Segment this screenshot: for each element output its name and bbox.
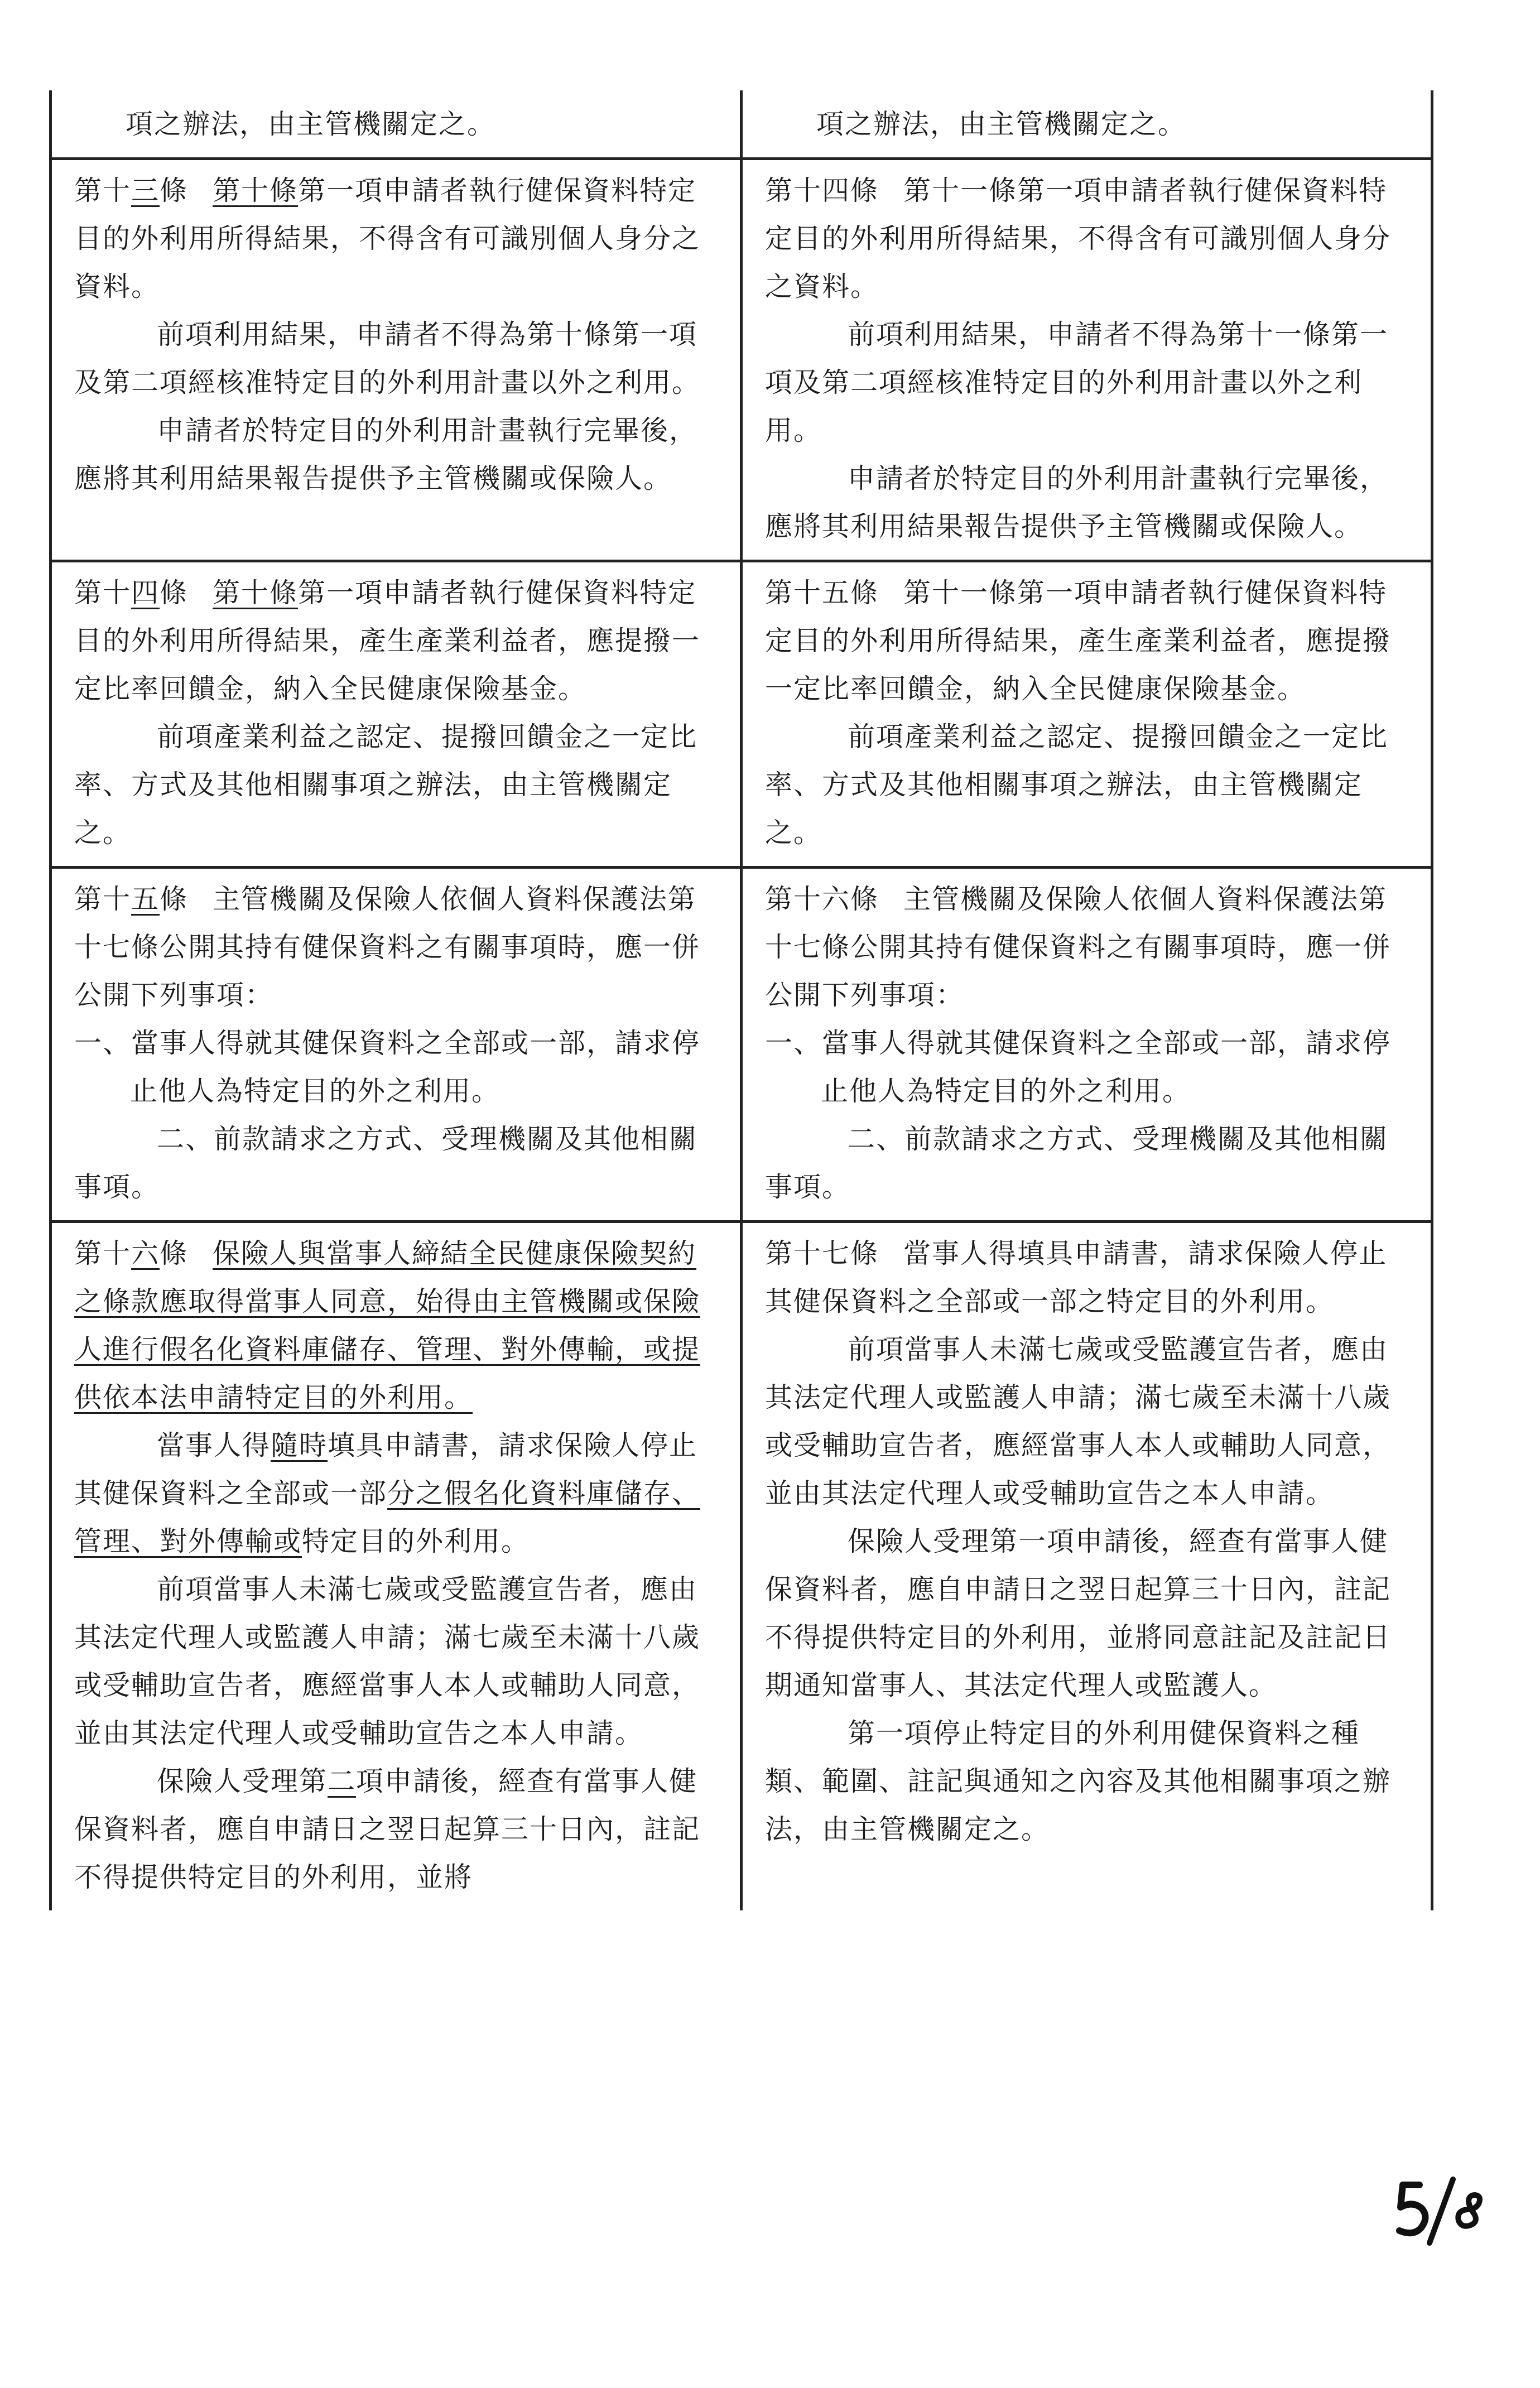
article-first-paragraph: 第十四條 第十條第一項申請者執行健保資料特定目的外利用所得結果，產生產業利益者，應提撥一定比率回饋金，納入全民健康保險基金。 <box>74 569 723 713</box>
right-cell <box>742 90 1432 159</box>
table-row <box>51 159 1432 561</box>
fragment-text: 項之辦法，由主管機關定之。 <box>816 108 1187 140</box>
article-number: 第十五條 <box>765 577 879 609</box>
article-number: 第十四條 <box>74 577 189 609</box>
article-number: 第十六條 <box>74 1238 189 1269</box>
paragraph: 前項利用結果，申請者不得為第十一條第一項及第二項經核准特定目的外利用計畫以外之利用。 <box>765 319 1389 446</box>
fragment-text: 項之辦法，由主管機關定之。 <box>126 108 496 140</box>
article-number: 第十三條 <box>74 175 189 206</box>
article-first-paragraph: 第十四條 第十一條第一項申請者執行健保資料特定目的外利用所得結果，不得含有可識別個人身分之資料。 <box>765 167 1414 311</box>
list-item: 一、當事人得就其健保資料之全部或一部，請求停止他人為特定目的外之利用。 <box>765 1027 1392 1107</box>
article-number: 第十四條 <box>765 175 879 206</box>
paragraph: 保險人受理第一項申請後，經查有當事人健保資料者，應自申請日之翌日起算三十日內，註記不得提供特定目的外利用，並將同意註記及註記日期通知當事人、其法定代理人或監護人。 <box>765 1525 1392 1701</box>
list-item: 二、前款請求之方式、受理機關及其他相關事項。 <box>74 1123 698 1203</box>
paragraph: 前項當事人未滿七歲或受監護宣告者，應由其法定代理人或監護人申請；滿七歲至未滿十八歲或受輔助宣告者，應經當事人本人或輔助人同意，並由其法定代理人或受輔助宣告之本人申請。 <box>765 1333 1392 1509</box>
paragraph: 保險人受理第二項申請後，經查有當事人健保資料者，應自申請日之翌日起算三十日內，註記不得提供特定目的外利用，並將 <box>74 1765 701 1893</box>
article-number: 第十五條 <box>74 883 189 915</box>
right-cell <box>742 561 1432 868</box>
article-first-paragraph: 第十三條 第十條第一項申請者執行健保資料特定目的外利用所得結果，不得含有可識別個人身分之資料。 <box>74 167 723 311</box>
left-cell <box>51 159 742 561</box>
right-cell <box>742 1222 1432 1911</box>
list-item: 二、前款請求之方式、受理機關及其他相關事項。 <box>765 1123 1389 1203</box>
article-first-paragraph: 第十五條 第十一條第一項申請者執行健保資料特定目的外利用所得結果，產生產業利益者，應提撥一定比率回饋金，納入全民健康保險基金。 <box>765 569 1414 713</box>
paragraph: 前項利用結果，申請者不得為第十條第一項及第二項經核准特定目的外利用計畫以外之利用。 <box>74 319 701 398</box>
paragraph: 申請者於特定目的外利用計畫執行完畢後，應將其利用結果報告提供予主管機關或保險人。 <box>74 415 698 494</box>
article-first-paragraph: 第十七條 當事人得填具申請書，請求保險人停止其健保資料之全部或一部之特定目的外利用。 <box>765 1230 1414 1326</box>
table-row <box>51 868 1432 1222</box>
paragraph: 當事人得隨時填具申請書，請求保險人停止其健保資料之全部或一部分之假名化資料庫儲存、管理、對外傳輸或特定目的外利用。 <box>74 1429 701 1557</box>
table-row <box>51 1222 1432 1911</box>
paragraph: 前項產業利益之認定、提撥回饋金之一定比率、方式及其他相關事項之辦法，由主管機關定之。 <box>765 721 1389 849</box>
table-row <box>51 90 1432 159</box>
article-number: 第十六條 <box>765 883 879 915</box>
article-first-paragraph: 第十六條 主管機關及保險人依個人資料保護法第十七條公開其持有健保資料之有關事項時，應一併公開下列事項： <box>765 875 1414 1019</box>
amended-text: 保險人與當事人締結全民健康保險契約之條款應取得當事人同意，始得由主管機關或保險人進行假名化資料庫儲存、管理、對外傳輸，或提供依本法申請特定目的外利用。 <box>74 1238 701 1413</box>
article-number: 第十七條 <box>765 1238 879 1269</box>
list-item: 一、當事人得就其健保資料之全部或一部，請求停止他人為特定目的外之利用。 <box>74 1027 701 1107</box>
amended-text: 第十條 <box>213 577 299 609</box>
paragraph: 前項產業利益之認定、提撥回饋金之一定比率、方式及其他相關事項之辦法，由主管機關定之。 <box>74 721 698 849</box>
paragraph: 前項當事人未滿七歲或受監護宣告者，應由其法定代理人或監護人申請；滿七歲至未滿十八歲或受輔助宣告者，應經當事人本人或輔助人同意，並由其法定代理人或受輔助宣告之本人申請。 <box>74 1573 701 1749</box>
comparison-table <box>49 90 1433 1910</box>
article-first-paragraph <box>74 1230 723 1422</box>
right-cell <box>742 159 1432 561</box>
left-cell <box>51 1222 742 1911</box>
paragraph: 申請者於特定目的外利用計畫執行完畢後，應將其利用結果報告提供予主管機關或保險人。 <box>765 463 1389 542</box>
right-cell <box>742 868 1432 1222</box>
handwritten-page-number <box>1390 2175 1491 2247</box>
left-cell <box>51 868 742 1222</box>
article-first-paragraph: 第十五條 主管機關及保險人依個人資料保護法第十七條公開其持有健保資料之有關事項時，應一併公開下列事項： <box>74 875 723 1019</box>
left-cell <box>51 561 742 868</box>
paragraph: 第一項停止特定目的外利用健保資料之種類、範圍、註記與通知之內容及其他相關事項之辦法，由主管機關定之。 <box>765 1717 1392 1845</box>
table-row <box>51 561 1432 868</box>
amended-text: 第十條 <box>213 175 299 206</box>
left-cell <box>51 90 742 159</box>
